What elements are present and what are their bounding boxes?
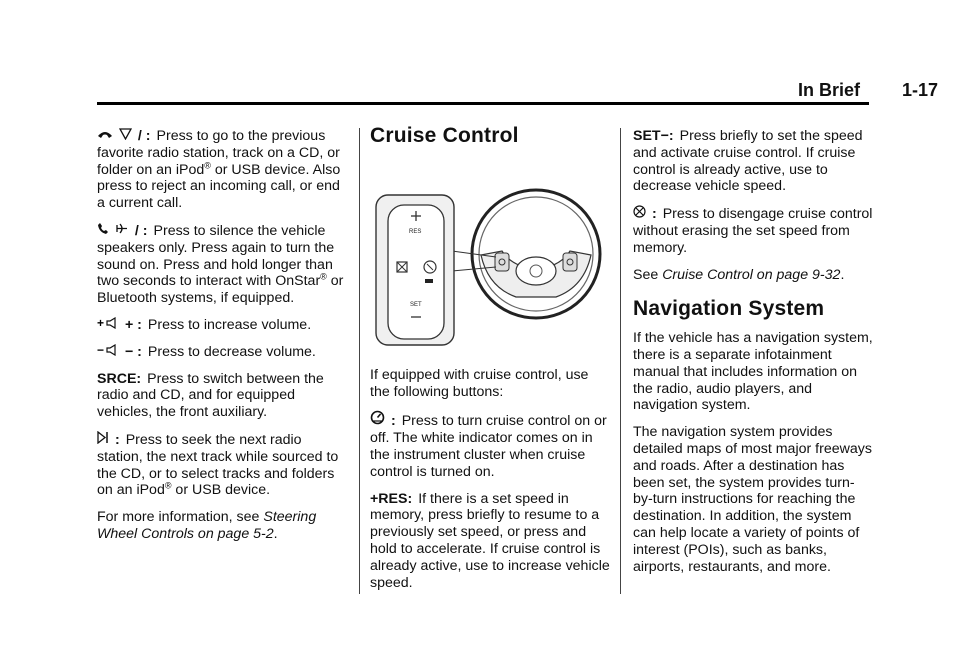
steering-controls-link[interactable]: Steering Wheel Controls on page 5‑2	[97, 509, 317, 542]
volume-up-icon	[97, 317, 119, 334]
cruise-control-illustration	[370, 159, 606, 349]
cruise-intro: If equipped with cruise control, use the following buttons:	[370, 366, 589, 400]
column-left	[97, 128, 349, 553]
page-header	[0, 80, 960, 104]
column-middle	[370, 124, 610, 601]
cruise-see-also-paragraph: See Cruise Control on page 9‑32.	[633, 266, 845, 283]
res-label: RES	[409, 228, 422, 235]
cruise-on-off-paragraph: : Press to turn cruise control on or off. The white indicator comes on in the instrument cluster when cruise control is turned on.	[370, 410, 610, 480]
page-number: 1-17	[901, 80, 938, 100]
navigation-heading: Navigation System	[633, 297, 825, 321]
header-rule	[97, 102, 869, 105]
prev-station-paragraph: / : Press to go to the previous favorite radio station, track on a CD, or folder on an iPod® or USB device. Also press to reject an incoming call, or end a current call.	[97, 128, 341, 212]
section-title: In Brief	[797, 80, 860, 100]
svg-text:+: +	[97, 316, 105, 329]
volume-down-icon	[97, 344, 119, 361]
cruise-on-off-icon	[370, 410, 385, 430]
cruise-resume-paragraph: +RES: If there is a set speed in memory, press briefly to resume to a previously set speed, or press and hold to accelerate. If cruise control is already active, use to increase vehicle speed.	[370, 490, 610, 591]
set-label: SET	[410, 301, 422, 308]
seek-paragraph: : Press to seek the next radio station, the next track while sourced to the CD, or to select tracks and folders on an iPod® or USB device.	[97, 431, 339, 499]
seek-next-icon	[97, 431, 109, 449]
cruise-cancel-icon	[633, 205, 646, 223]
mute-paragraph: / : Press to silence the vehicle speakers only. Press again to turn the sound on. Press and hold longer than two seconds to interact with OnStar® or Bluetooth systems, if equipped.	[97, 222, 344, 307]
source-paragraph: SRCE: Press to switch between the radio and CD, and for equipped vehicles, the front auxiliary.	[97, 370, 324, 421]
cruise-cancel-paragraph: : Press to disengage cruise control without erasing the set speed from memory.	[633, 206, 873, 256]
navigation-paragraph-2: The navigation system provides detailed maps of most major freeways and roads. After a destination has been set, the system provides turn-by-turn instructions for reaching the destination. In addition, the system can help locate a variety of points of interest (POIs), such as banks, airports, restaurants, and more.	[633, 424, 872, 575]
mute-icon	[115, 222, 129, 240]
more-info-paragraph: For more information, see Steering Wheel Controls on page 5‑2.	[97, 509, 317, 542]
cruise-control-heading: Cruise Control	[370, 124, 519, 147]
previous-triangle-icon	[119, 128, 132, 145]
cruise-set-paragraph: SET−: Press briefly to set the speed and activate cruise control. If cruise control is already active, use to decrease vehicle speed.	[633, 128, 863, 195]
volume-up-paragraph: + + : Press to increase volume.	[97, 316, 312, 333]
column-divider	[620, 128, 621, 594]
column-divider	[359, 128, 360, 594]
column-right	[633, 128, 873, 585]
call-icon	[97, 222, 109, 240]
navigation-paragraph-1: If the vehicle has a navigation system, there is a separate infotainment manual that includes information on the radio, audio players, and navigation system.	[633, 330, 873, 414]
end-call-icon	[97, 128, 113, 145]
volume-down-paragraph: − − : Press to decrease volume.	[97, 343, 316, 360]
svg-text:−: −	[97, 343, 105, 356]
cruise-control-link[interactable]: Cruise Control on page 9‑32	[662, 266, 841, 283]
